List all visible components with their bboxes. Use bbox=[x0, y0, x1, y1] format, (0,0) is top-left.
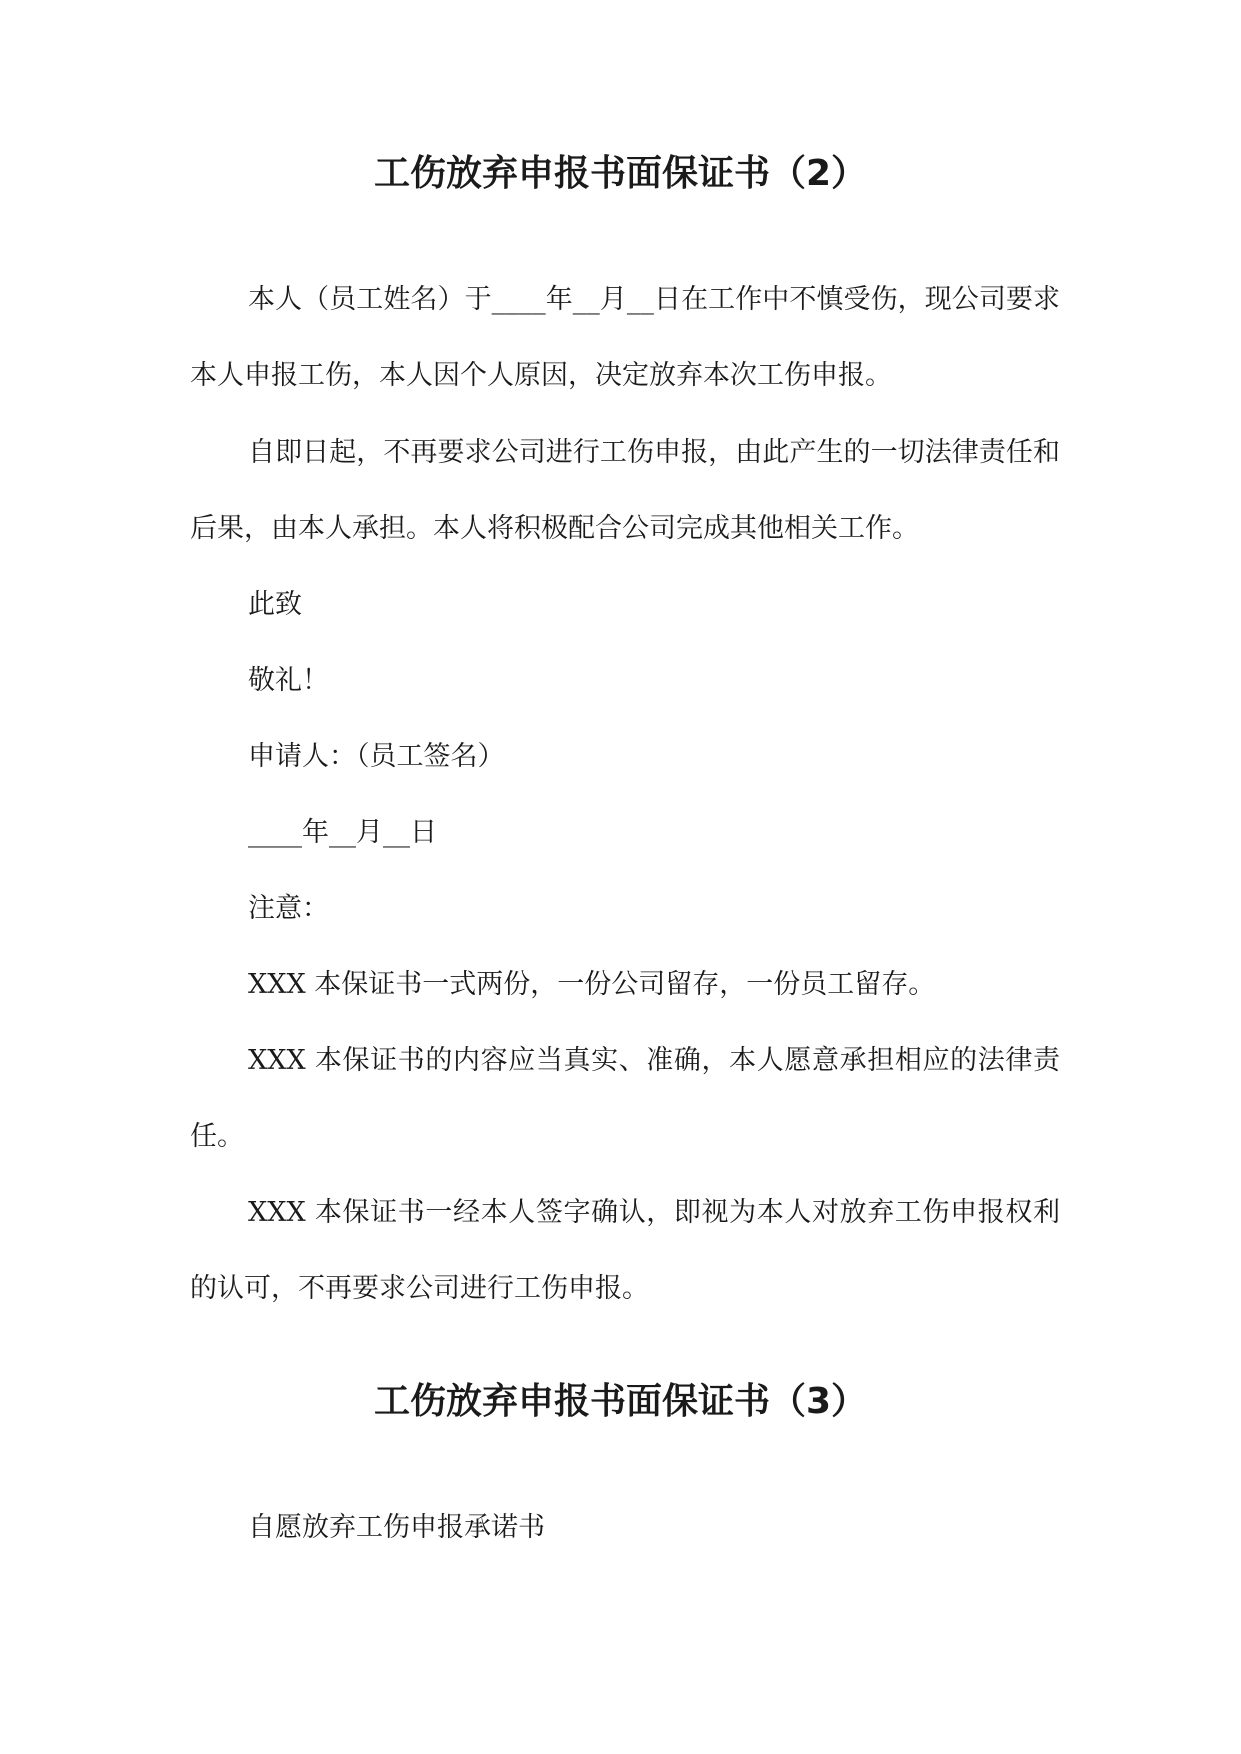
section-2-title: 工伤放弃申报书面保证书（2） bbox=[373, 153, 868, 194]
section-3-title: 工伤放弃申报书面保证书（3） bbox=[373, 1381, 868, 1422]
closing-salutation: 此致 bbox=[248, 589, 302, 620]
paragraph-injury-statement: 本人（员工姓名）于____年__月__日在工作中不慎受伤，现公司要求本人申报工伤，本人因个人原因，决定放弃本次工伤申报。 bbox=[190, 284, 1060, 391]
paragraph-responsibility: 自即日起，不再要求公司进行工伤申报，由此产生的一切法律责任和后果，由本人承担。本人将积极配合公司完成其他相关工作。 bbox=[190, 437, 1060, 544]
notice-item-confirmation: XXX 本保证书一经本人签字确认，即视为本人对放弃工伤申报权利的认可，不再要求公司进行工伤申报。 bbox=[190, 1197, 1060, 1304]
applicant-signature-line: 申请人：（员工签名） bbox=[248, 741, 505, 772]
notice-heading: 注意： bbox=[248, 893, 329, 924]
notice-item-copies: XXX 本保证书一式两份，一份公司留存，一份员工留存。 bbox=[248, 969, 936, 1000]
notice-item-truthfulness: XXX 本保证书的内容应当真实、准确，本人愿意承担相应的法律责任。 bbox=[190, 1045, 1060, 1152]
date-line: ____年__月__日 bbox=[248, 817, 437, 848]
section-3-subtitle: 自愿放弃工伤申报承诺书 bbox=[248, 1512, 545, 1543]
closing-regards: 敬礼！ bbox=[248, 665, 329, 696]
